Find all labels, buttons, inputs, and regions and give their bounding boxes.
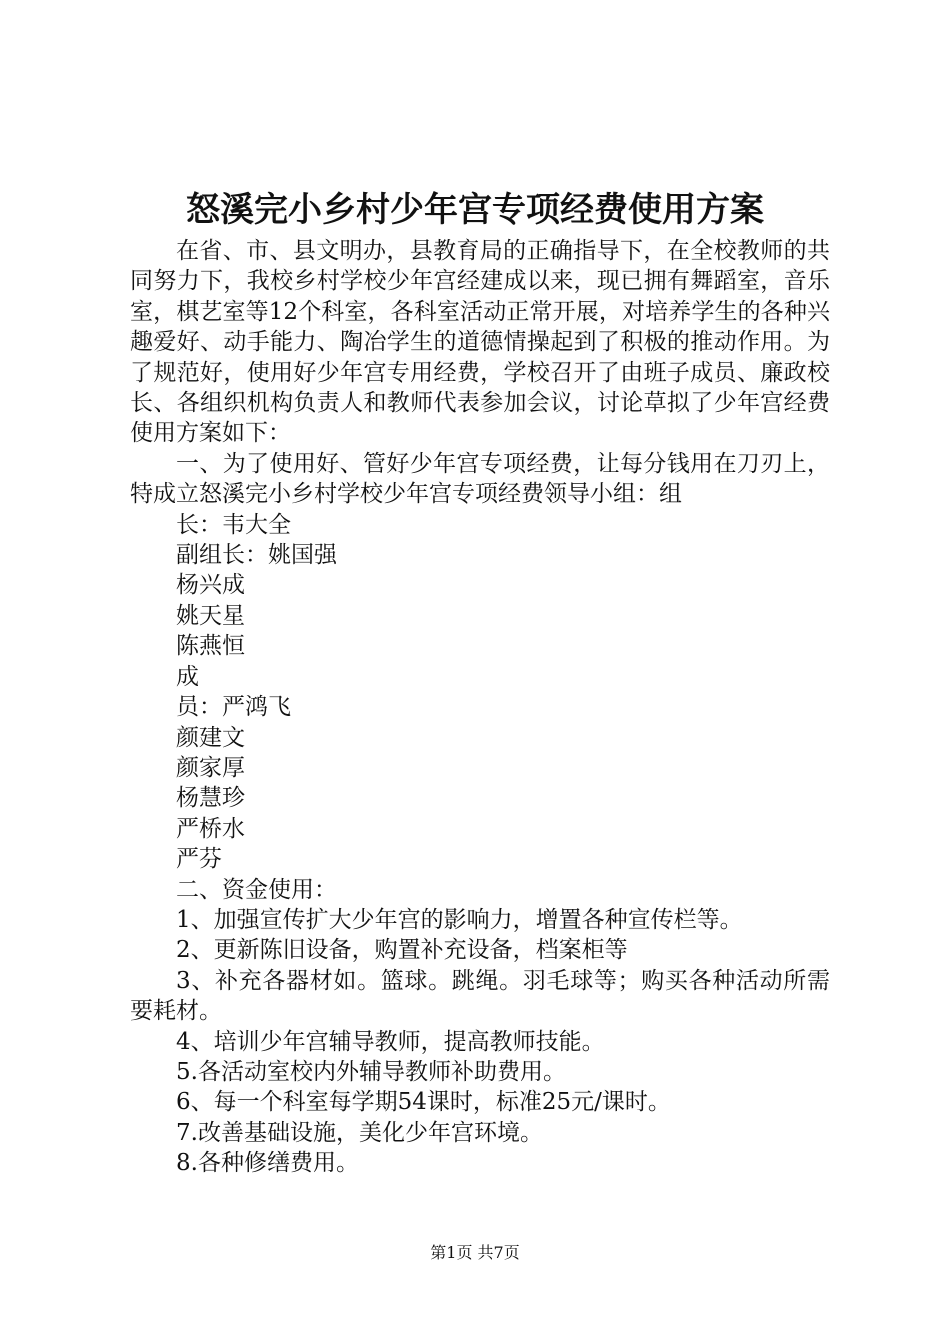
document-title: 怒溪完小乡村少年宫专项经费使用方案: [186, 190, 764, 230]
page-footer: 第1页 共7页: [430, 1243, 520, 1262]
document-body: [130, 236, 830, 1179]
section-2-heading: 二、资金使用：: [176, 876, 337, 903]
member-name-4: 严桥水: [176, 815, 245, 842]
member-label-line-1: 成: [176, 663, 199, 690]
member-label-line-2: 员：严鸿飞: [176, 694, 291, 721]
deputy-name-3: 陈燕恒: [176, 633, 245, 660]
leader-line: 长：韦大全: [176, 511, 291, 538]
fund-item-2: 2、更新陈旧设备，购置补充设备，档案柜等: [176, 937, 628, 964]
deputy-leader-line: 副组长：姚国强: [176, 542, 337, 569]
member-name-3: 杨慧珍: [176, 785, 245, 812]
fund-item-5: 5.各活动室校内外辅导教师补助费用。: [176, 1058, 566, 1085]
fund-item-1: 1、加强宣传扩大少年宫的影响力，增置各种宣传栏等。: [176, 906, 743, 933]
fund-item-4: 4、培训少年宫辅导教师，提高教师技能。: [176, 1028, 605, 1055]
deputy-name-2: 姚天星: [176, 602, 245, 629]
fund-item-3: 3、补充各器材如。篮球。跳绳。羽毛球等；购买各种活动所需要耗材。: [130, 967, 830, 1025]
member-name-5: 严芬: [176, 846, 222, 873]
member-name-2: 颜家厚: [176, 754, 245, 781]
intro-paragraph: 在省、市、县文明办，县教育局的正确指导下，在全校教师的共同努力下，我校乡村学校少年宫经建成以来，现已拥有舞蹈室，音乐室，棋艺室等12个科室，各科室活动正常开展，对培养学生的各种兴趣爱好、动手能力、陶冶学生的道德情操起到了积极的推动作用。为了规范好，使用好少年宫专用经费，学校召开了由班子成员、廉政校长、各组织机构负责人和教师代表参加会议，讨论草拟了少年宫经费使用方案如下：: [130, 238, 830, 447]
deputy-name-1: 杨兴成: [176, 572, 245, 599]
section-1-paragraph: 一、为了使用好、管好少年宫专项经费，让每分钱用在刀刃上，特成立怒溪完小乡村学校少年宫专项经费领导小组：组: [130, 450, 830, 508]
fund-item-8: 8.各种修缮费用。: [176, 1150, 359, 1177]
fund-item-7: 7.改善基础设施，美化少年宫环境。: [176, 1119, 543, 1146]
member-name-1: 颜建文: [176, 724, 245, 751]
fund-item-6: 6、每一个科室每学期54课时，标准25元/课时。: [176, 1089, 671, 1116]
